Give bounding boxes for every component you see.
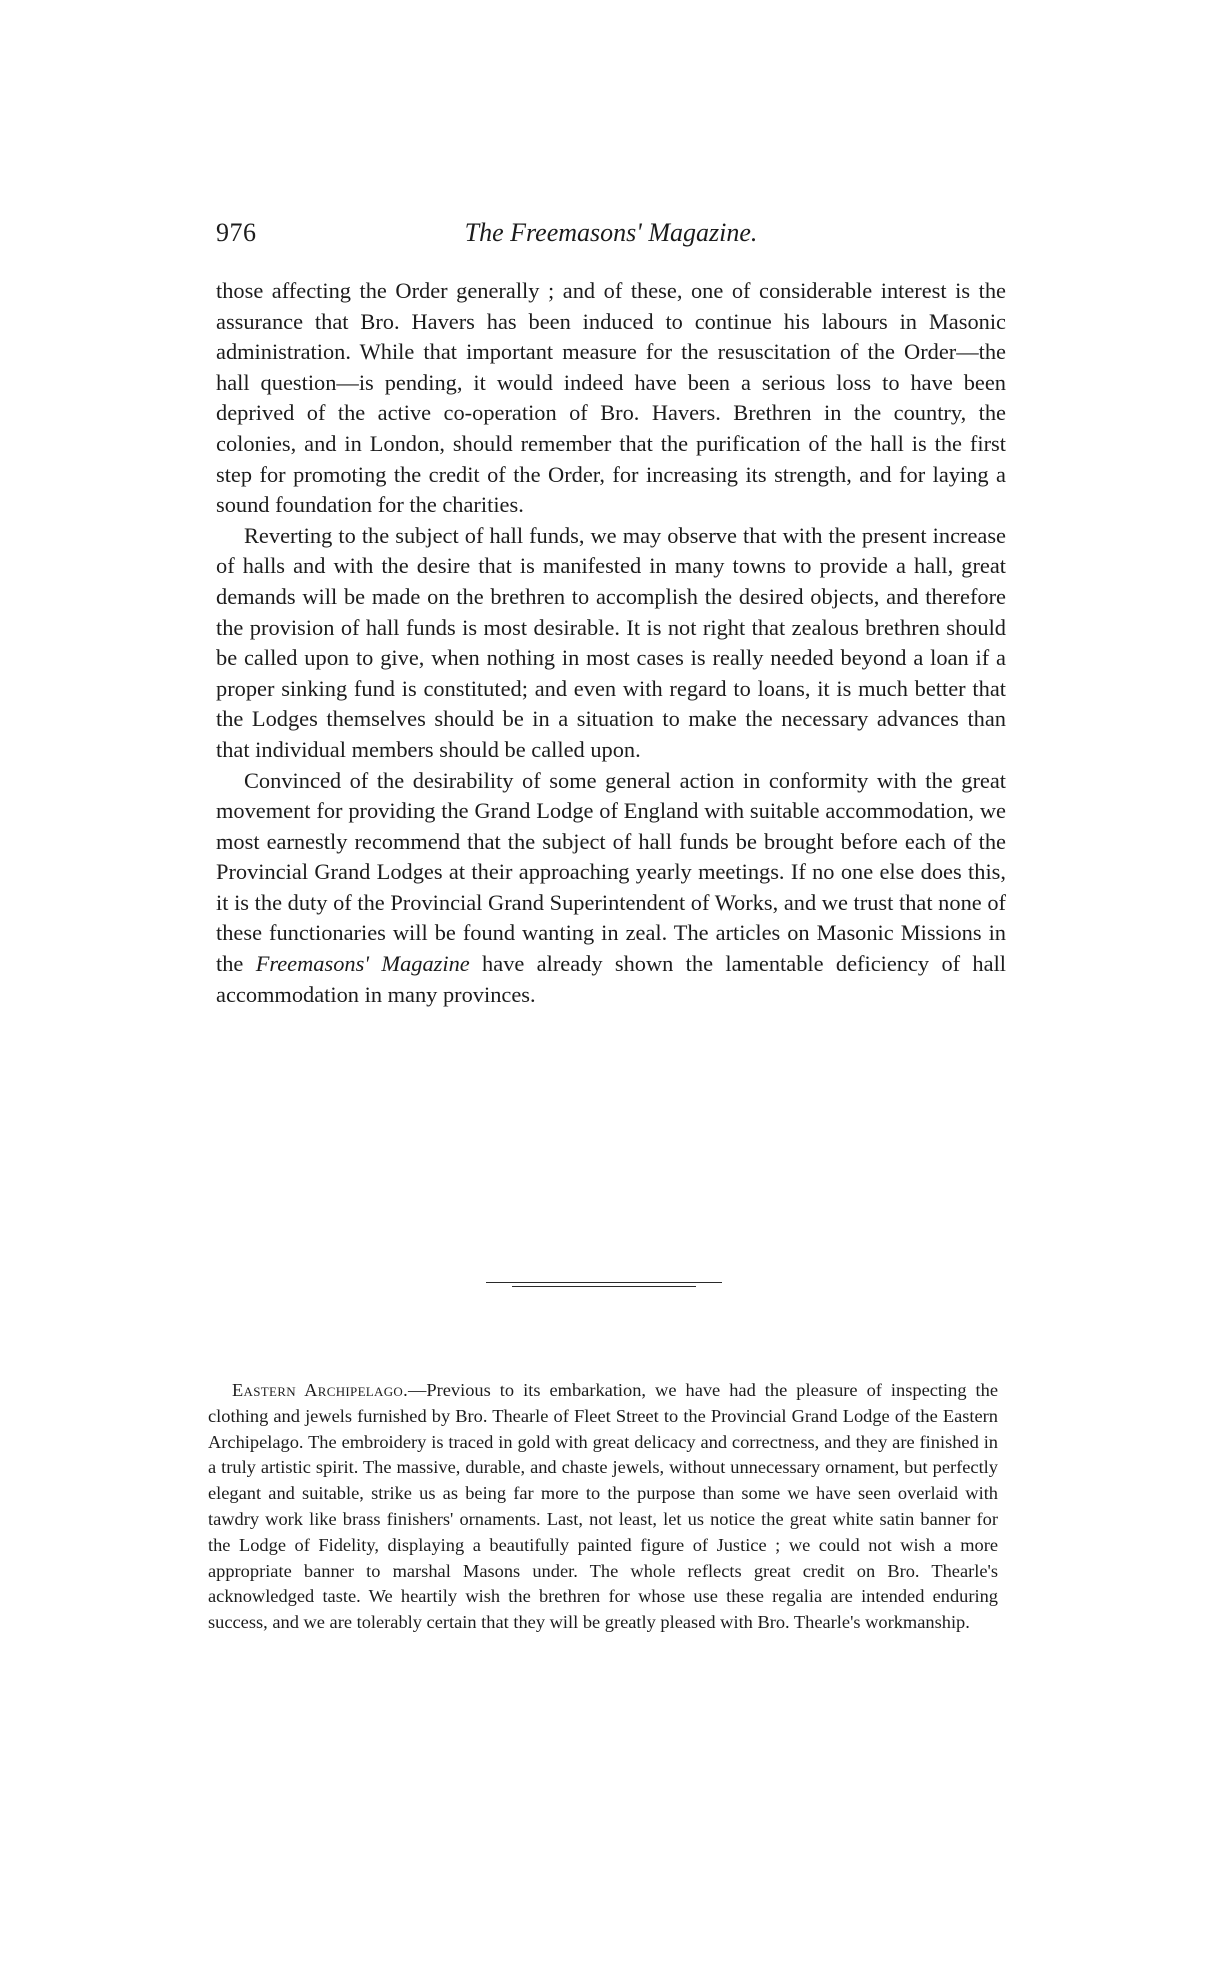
note-heading: Eastern Archipelago. <box>232 1380 409 1400</box>
paragraph-3-text-start: Convinced of the desirability of some general action in conformity with the great movement for providing the Grand Lodge of England with suitable accommodation, we most earnestly recommend that the subject of hall funds be brought before each of the Provincial Grand Lodges at their approaching yearly meetings. If no one else does this, it is the duty of the Provincial Grand Superintendent of Works, and we trust that none of these functionaries will be found wanting in zeal. The articles on Masonic Missions in the <box>216 767 1006 977</box>
article-paragraph-1: those affecting the Order generally ; and of these, one of considerable interest is the assurance that Bro. Havers has been induced to continue his labours in Masonic administration. While that important measure for the resuscitation of the Order—the hall question—is pending, it would indeed have been a serious loss to have been deprived of the active co-operation of Bro. Havers. Brethren in the country, the colonies, and in London, should remember that the purification of the hall is the first step for promoting the credit of the Order, for increasing its strength, and for laying a sound foundation for the charities. <box>216 278 1006 518</box>
section-divider-rule <box>486 1282 722 1288</box>
page-header <box>216 218 1006 258</box>
magazine-title-italic: Freemasons' Magazine <box>255 951 470 977</box>
article-paragraph-3 <box>216 766 1006 1011</box>
running-title: The Freemasons' Magazine. <box>464 218 758 247</box>
article-paragraph-2: Reverting to the subject of hall funds, we may observe that with the present increase of halls and with the desire that is manifested in many towns to provide a hall, great demands will be made on the brethren to accomplish the desired objects, and therefore the provision of hall funds is most desirable. It is not right that zealous brethren should be called upon to give, when nothing in most cases is really needed beyond a loan if a proper sinking fund is constituted; and even with regard to loans, it is much better that the Lodges themselves should be in a situation to make the necessary advances than that individual members should be called upon. <box>216 522 1006 762</box>
divider-line-top <box>486 1282 722 1283</box>
note-text: —Previous to its embarkation, we have had the pleasure of inspecting the clothing and jewels furnished by Bro. Thearle of Fleet Street to the Provincial Grand Lodge of the Eastern Archipelago. The embroidery is traced in gold with great delicacy and correctness, and they are finished in a truly artistic spirit. The massive, durable, and chaste jewels, without unnecessary ornament, but perfectly elegant and suitable, strike us as being far more to the purpose than some we have seen overlaid with tawdry work like brass finishers' ornaments. Last, not least, let us notice the great white satin banner for the Lodge of Fidelity, displaying a beautifully painted figure of Justice ; we could not wish a more appropriate banner to marshal Masons under. The whole reflects great credit on Bro. Thearle's acknowledged taste. We heartily wish the brethren for whose use these regalia are intended enduring success, and we are tolerably certain that they will be greatly pleased with Bro. Thearle's workmanship. <box>208 1380 998 1633</box>
main-article-body <box>216 276 1006 1010</box>
eastern-archipelago-note <box>208 1378 998 1636</box>
divider-line-bottom <box>512 1286 696 1287</box>
paragraph-3-text-end: have already shown the lamentable deficiency of hall accommodation in many provinces. <box>216 951 1007 1007</box>
page-number: 976 <box>216 218 257 247</box>
